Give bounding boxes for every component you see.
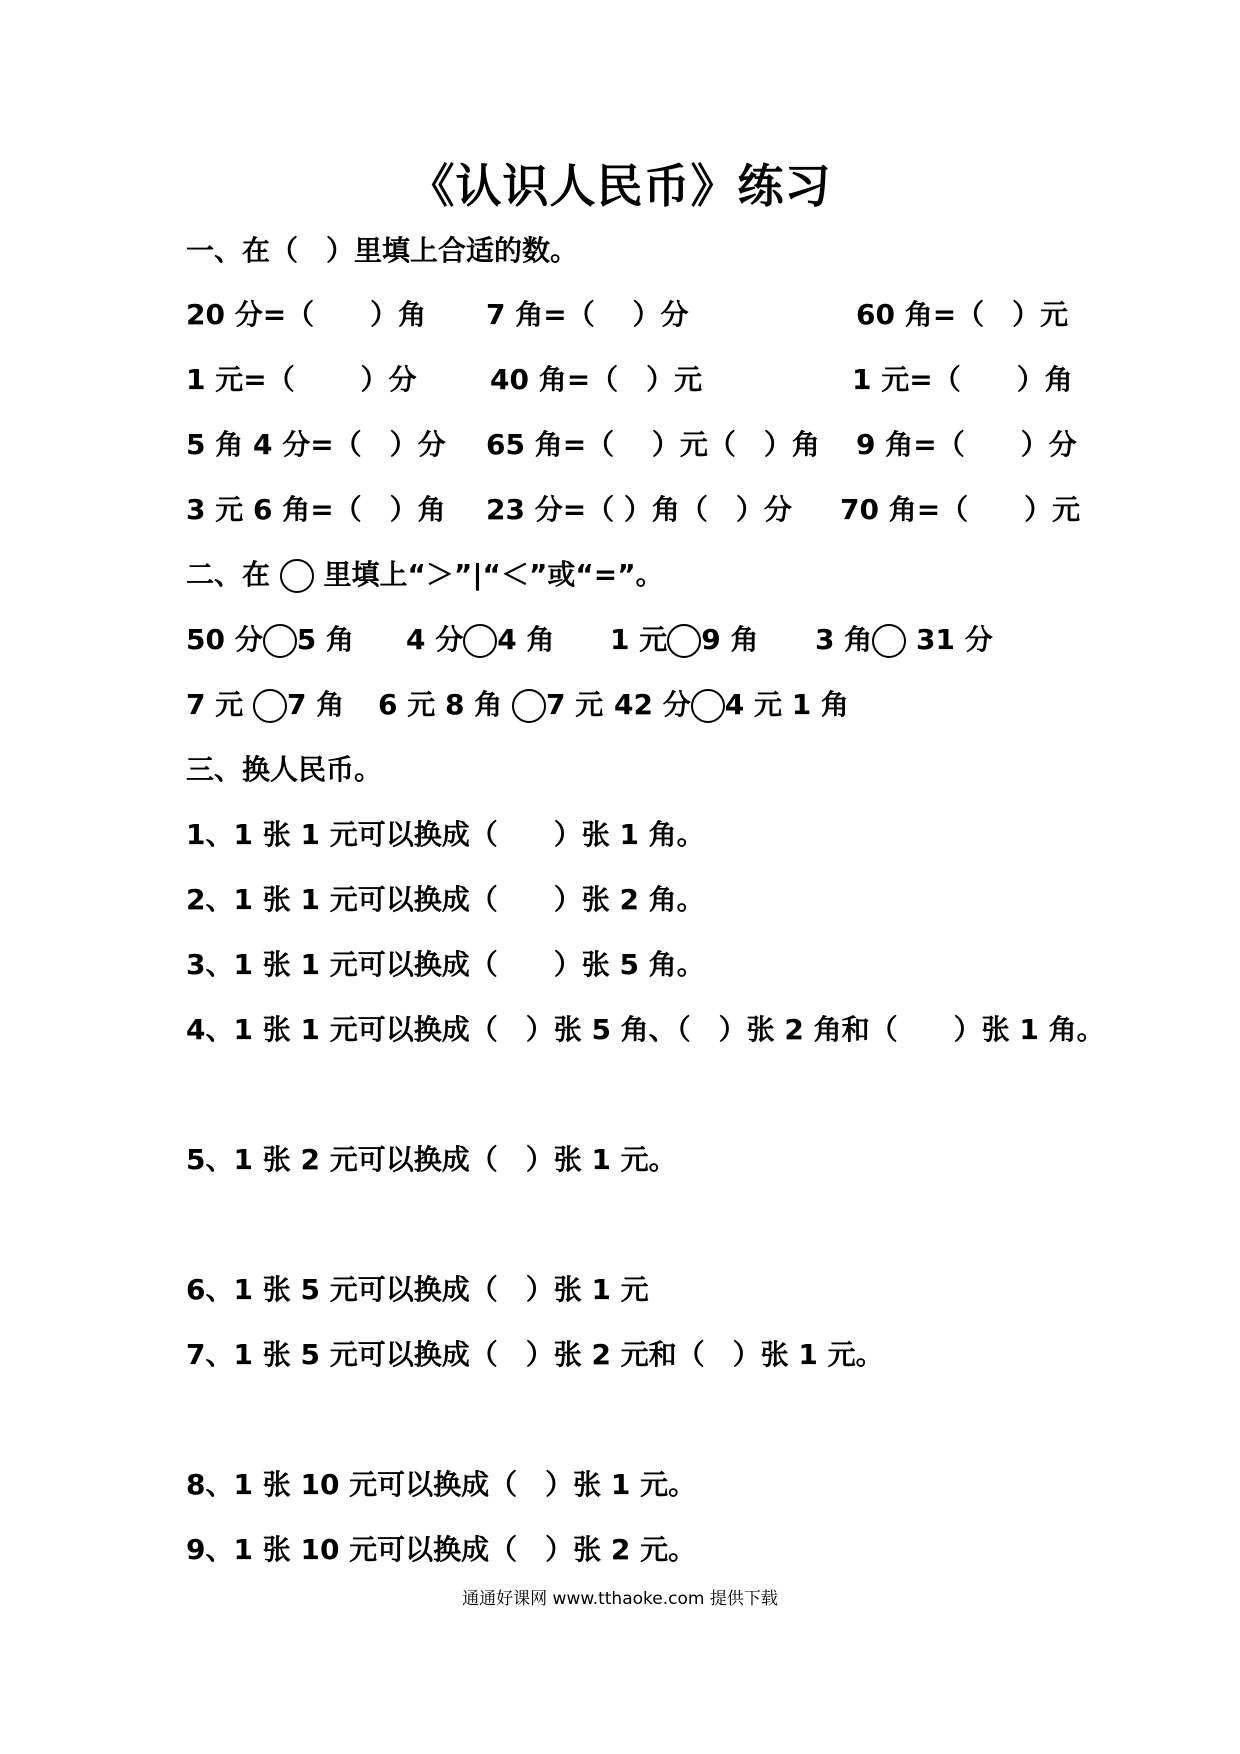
section1-heading: 一、在（ ）里填上合适的数。 (186, 234, 579, 267)
compare-item (186, 687, 344, 723)
s1-r4-c3: 70 角=（ ）元 (840, 493, 1081, 526)
compare-item (815, 622, 993, 658)
exchange-item-6: 6、1 张 5 元可以换成（ ）张 1 元 (186, 1273, 649, 1306)
compare-right: 5 角 (296, 623, 354, 656)
compare-right: 4 元 1 角 (724, 688, 849, 721)
compare-left: 1 元 (610, 623, 668, 656)
section2-heading-prefix: 二、在 (186, 558, 271, 591)
compare-circle[interactable] (872, 624, 906, 658)
compare-left: 7 元 (186, 688, 253, 721)
exchange-item-2: 2、1 张 1 元可以换成（ ）张 2 角。 (186, 883, 705, 916)
compare-circle[interactable] (253, 689, 287, 723)
compare-circle[interactable] (691, 689, 725, 723)
compare-item (610, 622, 758, 658)
compare-left: 3 角 (815, 623, 873, 656)
compare-right: 4 角 (497, 623, 555, 656)
exchange-item-8: 8、1 张 10 元可以换成（ ）张 1 元。 (186, 1468, 697, 1501)
compare-circle[interactable] (263, 624, 297, 658)
compare-item (406, 622, 554, 658)
section2-heading-suffix: 里填上“＞”|“＜”或“=”。 (323, 558, 664, 591)
s1-r1-c1: 20 分=（ ）角 (186, 298, 427, 331)
compare-left: 50 分 (186, 623, 263, 656)
exchange-item-4: 4、1 张 1 元可以换成（ ）张 5 角、（ ）张 2 角和（ ）张 1 角。 (186, 1013, 1105, 1046)
s1-r4-c2: 23 分=（ ）角（ ）分 (486, 493, 792, 526)
exchange-item-1: 1、1 张 1 元可以换成（ ）张 1 角。 (186, 818, 705, 851)
compare-left: 6 元 8 角 (378, 688, 512, 721)
footer-credit: 通通好课网 www.tthaoke.com 提供下载 (462, 1589, 778, 1609)
s1-r1-c2: 7 角=（ ）分 (486, 298, 689, 331)
compare-item (186, 622, 354, 658)
compare-circle[interactable] (512, 689, 546, 723)
compare-left: 4 分 (406, 623, 464, 656)
s1-r2-c2: 40 角=（ ）元 (490, 363, 703, 396)
compare-left: 42 分 (614, 688, 691, 721)
compare-right: 7 元 (545, 688, 604, 721)
section3-heading: 三、换人民币。 (186, 753, 383, 786)
exchange-item-9: 9、1 张 10 元可以换成（ ）张 2 元。 (186, 1533, 697, 1566)
s1-r3-c2: 65 角=（ ）元（ ）角 (486, 428, 820, 461)
s1-r3-c3: 9 角=（ ）分 (856, 428, 1077, 461)
s1-r3-c1: 5 角 4 分=（ ）分 (186, 428, 446, 461)
compare-right: 31 分 (906, 623, 993, 656)
s1-r1-c3: 60 角=（ ）元 (856, 298, 1069, 331)
compare-item (378, 687, 603, 723)
section2-heading (186, 557, 664, 593)
compare-right: 7 角 (286, 688, 345, 721)
s1-r4-c1: 3 元 6 角=（ ）角 (186, 493, 446, 526)
compare-item (614, 687, 849, 723)
answer-circle (280, 559, 314, 593)
compare-right: 9 角 (701, 623, 759, 656)
worksheet-title: 《认识人民币》练习 (408, 159, 832, 213)
compare-circle[interactable] (463, 624, 497, 658)
exchange-item-7: 7、1 张 5 元可以换成（ ）张 2 元和（ ）张 1 元。 (186, 1338, 884, 1371)
s1-r2-c3: 1 元=（ ）角 (852, 363, 1073, 396)
compare-circle[interactable] (667, 624, 701, 658)
exchange-item-3: 3、1 张 1 元可以换成（ ）张 5 角。 (186, 948, 705, 981)
exchange-item-5: 5、1 张 2 元可以换成（ ）张 1 元。 (186, 1143, 677, 1176)
s1-r2-c1: 1 元=（ ）分 (186, 363, 417, 396)
